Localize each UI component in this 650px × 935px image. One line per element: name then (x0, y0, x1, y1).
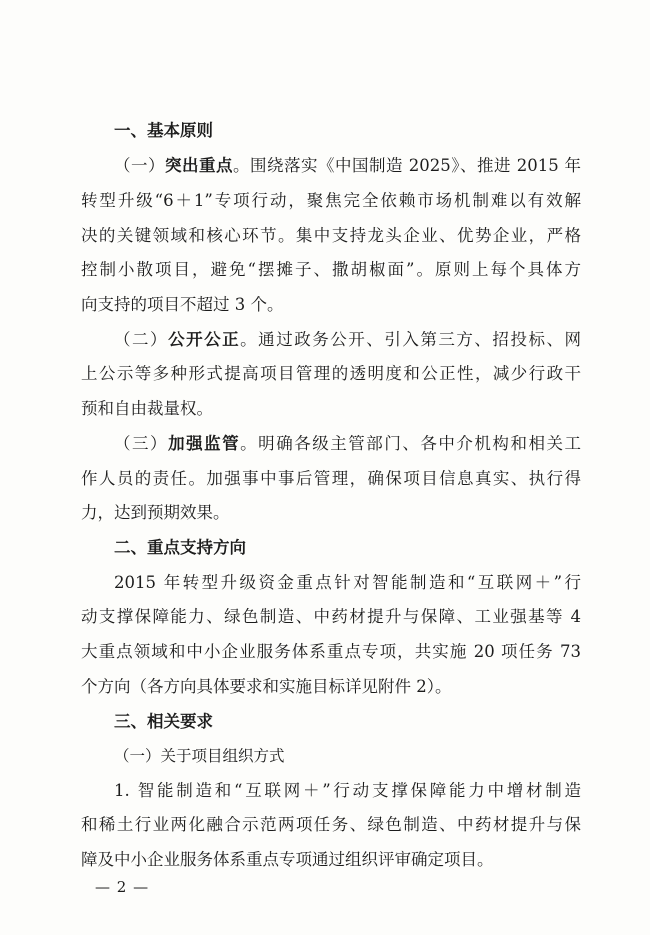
paragraph-line: 动支撑保障能力、绿色制造、中药材提升与保障、工业强基等 4 (81, 607, 581, 626)
page-number: — 2 — (95, 878, 150, 896)
paragraph-line: 向支持的项目不超过 3 个。 (81, 295, 284, 314)
paragraph-line: 2015 年转型升级资金重点针对智能制造和“互联网＋”行 (114, 573, 581, 592)
keyword: 加强监管 (168, 434, 241, 453)
paragraph-line: 1. 智能制造和“互联网＋”行动支撑保障能力中增材制造 (114, 781, 581, 800)
paragraph-line: 障及中小企业服务体系重点专项通过组织评审确定项目。 (81, 850, 494, 869)
paragraph-line: 和稀土行业两化融合示范两项任务、绿色制造、中药材提升与保 (81, 815, 581, 834)
line-text: 。明确各级主管部门、各中介机构和相关工 (240, 434, 582, 453)
line-text: 。通过政务公开、引入第三方、招投标、网 (240, 330, 582, 349)
paragraph-line (114, 432, 581, 456)
section-heading-principles: 一、基本原则 (114, 121, 213, 140)
paragraph-line: 个方向（各方向具体要求和实施目标详见附件 2）。 (81, 677, 452, 696)
paragraph-line: 转型升级“6＋1”专项行动，聚焦完全依赖市场机制难以有效解 (81, 191, 581, 210)
paragraph-line: 决的关键领域和核心环节。集中支持龙头企业、优势企业，严格 (81, 226, 581, 245)
paragraph-line: 控制小散项目，避免“摆摊子、撒胡椒面”。原则上每个具体方 (81, 260, 581, 279)
paragraph-line: 预和自由裁量权。 (81, 399, 213, 418)
section-heading-requirements: 三、相关要求 (114, 712, 213, 731)
paragraph-line (114, 328, 581, 352)
paragraph-line: 力，达到预期效果。 (81, 503, 230, 522)
item-number: （三） (114, 434, 169, 453)
paragraph-line: 作人员的责任。加强事中事后管理，确保项目信息真实、执行得 (81, 469, 581, 488)
item-number: （二） (114, 330, 169, 349)
subheading: （一）关于项目组织方式 (114, 747, 285, 765)
line-text: 。围绕落实《中国制造 2025》、推进 2015 年 (233, 156, 582, 175)
keyword: 突出重点 (165, 156, 234, 175)
paragraph-line (114, 154, 581, 178)
paragraph-line: 大重点领域和中小企业服务体系重点专项，共实施 20 项任务 73 (81, 642, 581, 661)
section-heading-support: 二、重点支持方向 (114, 538, 246, 557)
item-number: （一） (114, 156, 166, 175)
keyword: 公开公正 (168, 330, 241, 349)
paragraph-line: 上公示等多种形式提高项目管理的透明度和公正性，减少行政干 (81, 364, 581, 383)
